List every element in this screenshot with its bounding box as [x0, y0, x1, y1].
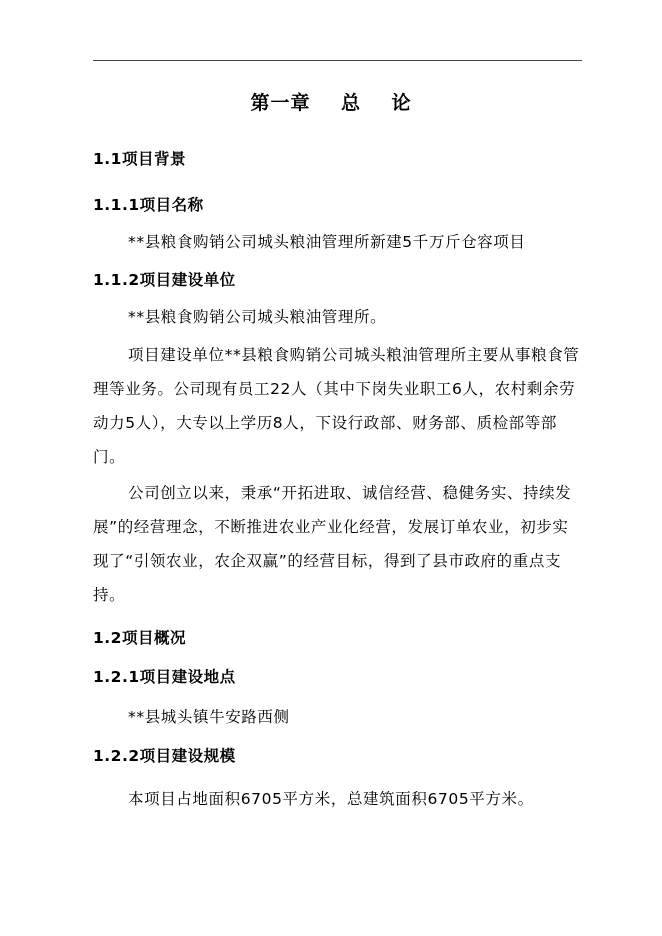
- construction-location-text: **县城头镇牛安路西侧: [128, 708, 290, 726]
- section-heading-1-2-1: 1.2.1项目建设地点: [93, 668, 236, 686]
- section-heading-1-1-1: 1.1.1项目名称: [93, 196, 204, 214]
- section-heading-1-2: 1.2项目概况: [93, 629, 186, 647]
- unit-history-paragraph: 公司创立以来，秉承“开拓进取、诚信经营、稳健务实、持续发展”的经营理念，不断推进农业产业化经营，发展订单农业，初步实现了“引领农业，农企双赢”的经营目标，得到了县市政府的重点支持。: [93, 484, 572, 604]
- construction-unit-text: **县粮食购销公司城头粮油管理所。: [128, 308, 387, 326]
- chapter-title: 第一章 总 论: [250, 92, 412, 114]
- construction-scale-text: 本项目占地面积6705平方米，总建筑面积6705平方米。: [128, 790, 534, 808]
- project-name-text: **县粮食购销公司城头粮油管理所新建5千万斤仓容项目: [128, 233, 526, 251]
- section-heading-1-1: 1.1项目背景: [93, 150, 186, 168]
- header-rule: [93, 60, 582, 61]
- section-heading-1-1-2: 1.1.2项目建设单位: [93, 271, 236, 289]
- unit-description-paragraph: 项目建设单位**县粮食购销公司城头粮油管理所主要从事粮食管理等业务。公司现有员工22人（其中下岗失业职工6人，农村剩余劳动力5人），大专以上学历8人，下设行政部、财务部、质检部等部门。: [93, 346, 580, 466]
- section-heading-1-2-2: 1.2.2项目建设规模: [93, 747, 236, 765]
